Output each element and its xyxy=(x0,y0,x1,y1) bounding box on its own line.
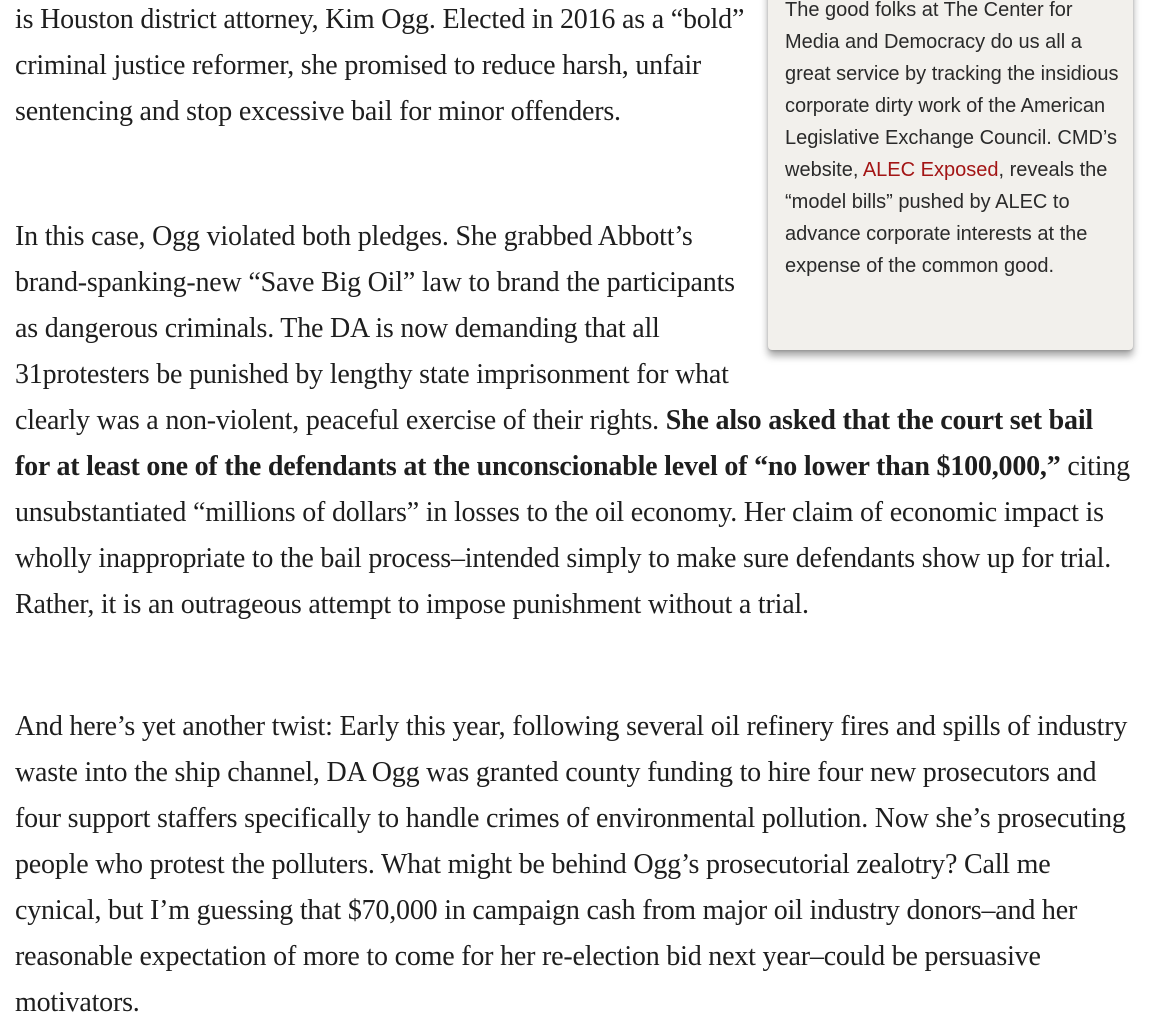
alec-exposed-link[interactable]: ALEC Exposed xyxy=(862,159,999,181)
paragraph-2-lead: In this case, Ogg violated both pledges. She grabbed Abbott’s brand-spanking-new “Save Big Oil” law to brand the participants as dangerous criminals. The DA is now demanding that all 31protesters be punished by lengthy state imprisonment for what clearly was a non-violent, peaceful exercise of their rights. xyxy=(15,221,735,436)
paragraph-1 xyxy=(15,0,750,135)
sidebar-outro: , reveals the “model bills” pushed by ALEC to advance corporate interests at the expense of the common good. xyxy=(785,159,1108,277)
sidebar-text xyxy=(785,0,1119,282)
paragraph-1-text: is Houston district attorney, Kim Ogg. Elected in 2016 as a “bold” criminal justice reformer, she promised to reduce harsh, unfair sentencing and stop excessive bail for minor offenders. xyxy=(15,4,745,127)
paragraph-2-bold-statement: She also asked that the court set bail for at least one of the defendants at the unconscionable level of “no lower than $100,000,” xyxy=(15,405,1093,482)
sidebar-intro: The good folks at The Center for Media and Democracy do us all a great service by tracking the insidious corporate dirty work of the American Legislative Exchange Council. CMD’s website, xyxy=(785,0,1119,181)
paragraph-3-text: And here’s yet another twist: Early this year, following several oil refinery fires and spills of industry waste into the ship channel, DA Ogg was granted county funding to hire four new prosecutors and four support staffers specifically to handle crimes of environmental pollution. Now she’s prosecuting people who protest the polluters. What might be behind Ogg’s prosecutorial zealotry? Call me cynical, but I’m guessing that $70,000 in campaign cash from major oil industry donors–and her reasonable expectation of more to come for her re-election bid next year–could be persuasive motivators. xyxy=(15,711,1128,1018)
paragraph-3 xyxy=(15,704,1140,1026)
paragraph-2-tail: citing unsubstantiated “millions of dollars” in losses to the oil economy. Her claim of economic impact is wholly inappropriate to the bail process–intended simply to make sure defendants show up for trial. Rather, it is an outrageous attempt to impose punishment without a trial. xyxy=(15,451,1130,620)
sidebar-callout xyxy=(768,0,1133,350)
